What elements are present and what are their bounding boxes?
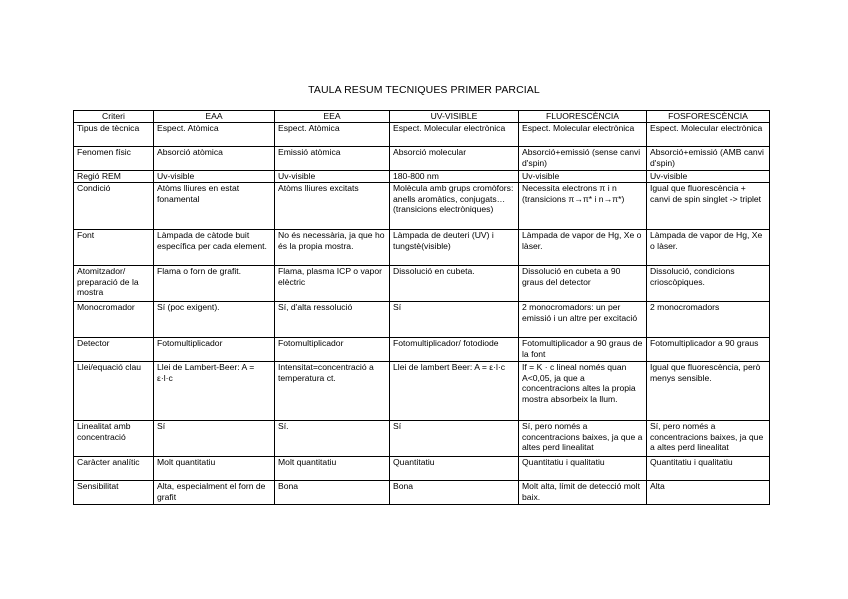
uv-visible-cell: Fotomultiplicador/ fotodiode bbox=[390, 338, 519, 362]
header-cell-fosforescencia: FOSFORESCÈNCIA bbox=[647, 111, 770, 123]
eea-cell: No és necessària, ja que ho és la propia mostra. bbox=[275, 230, 390, 266]
fosforescencia-cell: 2 monocromadors bbox=[647, 302, 770, 338]
criterion-cell: Tipus de tècnica bbox=[74, 123, 154, 147]
eea-cell: Emissió atòmica bbox=[275, 147, 390, 171]
header-cell-uv-visible: UV-VISIBLE bbox=[390, 111, 519, 123]
fosforescencia-cell: Igual que fluorescència, però menys sensible. bbox=[647, 362, 770, 421]
criterion-cell: Sensibilitat bbox=[74, 481, 154, 505]
table-row bbox=[74, 183, 770, 230]
page-title: TAULA RESUM TECNIQUES PRIMER PARCIAL bbox=[308, 84, 540, 96]
fluorescencia-cell: Uv-visible bbox=[519, 171, 647, 183]
fluorescencia-cell: Sí, pero només a concentracions baixes, ja que a altes perd linealitat bbox=[519, 421, 647, 457]
fluorescencia-cell: Làmpada de vapor de Hg, Xe o làser. bbox=[519, 230, 647, 266]
uv-visible-cell: Sí bbox=[390, 302, 519, 338]
table-row bbox=[74, 421, 770, 457]
fosforescencia-cell: Espect. Molecular electrònica bbox=[647, 123, 770, 147]
header-cell-fluorescencia: FLUORESCÈNCIA bbox=[519, 111, 647, 123]
fosforescencia-cell: Sí, pero només a concentracions baixes, ja que a altes perd linealitat bbox=[647, 421, 770, 457]
criterion-cell: Fenomen físic bbox=[74, 147, 154, 171]
eaa-cell: Espect. Atòmica bbox=[154, 123, 275, 147]
table-row bbox=[74, 457, 770, 481]
eea-cell: Uv-visible bbox=[275, 171, 390, 183]
table-row bbox=[74, 481, 770, 505]
criterion-cell: Condició bbox=[74, 183, 154, 230]
eea-cell: Flama, plasma ICP o vapor elèctric bbox=[275, 266, 390, 302]
fluorescencia-cell: Espect. Molecular electrònica bbox=[519, 123, 647, 147]
criterion-cell: Monocromador bbox=[74, 302, 154, 338]
table-header-row bbox=[74, 111, 770, 123]
eea-cell: Espect. Atòmica bbox=[275, 123, 390, 147]
fluorescencia-cell: Fotomultiplicador a 90 graus de la font bbox=[519, 338, 647, 362]
eaa-cell: Uv-visible bbox=[154, 171, 275, 183]
fosforescencia-cell: Quantitatiu i qualitatiu bbox=[647, 457, 770, 481]
uv-visible-cell: Dissolució en cubeta. bbox=[390, 266, 519, 302]
eaa-cell: Alta, especialment el forn de grafit bbox=[154, 481, 275, 505]
criterion-cell: Atomitzador/ preparació de la mostra bbox=[74, 266, 154, 302]
eaa-cell: Fotomultiplicador bbox=[154, 338, 275, 362]
criterion-cell: Linealitat amb concentració bbox=[74, 421, 154, 457]
fosforescencia-cell: Fotomultiplicador a 90 graus bbox=[647, 338, 770, 362]
uv-visible-cell: Molècula amb grups cromòfors: anells aromàtics, conjugats… (transicions electròniques) bbox=[390, 183, 519, 230]
eea-cell: Bona bbox=[275, 481, 390, 505]
uv-visible-cell: Bona bbox=[390, 481, 519, 505]
eea-cell: Fotomultiplicador bbox=[275, 338, 390, 362]
eea-cell: Atòms lliures excitats bbox=[275, 183, 390, 230]
eaa-cell: Atòms lliures en estat fonamental bbox=[154, 183, 275, 230]
table-row bbox=[74, 147, 770, 171]
header-cell-eea: EEA bbox=[275, 111, 390, 123]
fosforescencia-cell: Igual que fluorescència + canvi de spin singlet -> triplet bbox=[647, 183, 770, 230]
eea-cell: Sí, d'alta ressolució bbox=[275, 302, 390, 338]
fluorescencia-cell: If = K · c lineal només quan A<0,05, ja que a concentracions altes la propia mostra absorbeix la llum. bbox=[519, 362, 647, 421]
summary-table bbox=[73, 110, 770, 505]
fluorescencia-cell: Absorció+emissió (sense canvi d'spin) bbox=[519, 147, 647, 171]
table-row bbox=[74, 123, 770, 147]
uv-visible-cell: Llei de lambert Beer: A = ε·l·c bbox=[390, 362, 519, 421]
eaa-cell: Llei de Lambert-Beer: A = ε·l·c bbox=[154, 362, 275, 421]
eaa-cell: Làmpada de càtode buit específica per cada element. bbox=[154, 230, 275, 266]
criterion-cell: Regió REM bbox=[74, 171, 154, 183]
fosforescencia-cell: Alta bbox=[647, 481, 770, 505]
criterion-cell: Caràcter analític bbox=[74, 457, 154, 481]
uv-visible-cell: 180-800 nm bbox=[390, 171, 519, 183]
criterion-cell: Detector bbox=[74, 338, 154, 362]
uv-visible-cell: Quantitatiu bbox=[390, 457, 519, 481]
criterion-cell: Llei/equació clau bbox=[74, 362, 154, 421]
uv-visible-cell: Espect. Molecular electrònica bbox=[390, 123, 519, 147]
table-row bbox=[74, 230, 770, 266]
header-cell-criteri: Criteri bbox=[74, 111, 154, 123]
fosforescencia-cell: Uv-visible bbox=[647, 171, 770, 183]
eaa-cell: Flama o forn de grafit. bbox=[154, 266, 275, 302]
table-row bbox=[74, 302, 770, 338]
fosforescencia-cell: Absorció+emissió (AMB canvi d'spin) bbox=[647, 147, 770, 171]
eaa-cell: Sí bbox=[154, 421, 275, 457]
fosforescencia-cell: Làmpada de vapor de Hg, Xe o làser. bbox=[647, 230, 770, 266]
eaa-cell: Absorció atòmica bbox=[154, 147, 275, 171]
fluorescencia-cell: Quantitatiu i qualitatiu bbox=[519, 457, 647, 481]
eea-cell: Sí. bbox=[275, 421, 390, 457]
eaa-cell: Molt quantitatiu bbox=[154, 457, 275, 481]
fluorescencia-cell: 2 monocromadors: un per emissió i un altre per excitació bbox=[519, 302, 647, 338]
uv-visible-cell: Làmpada de deuteri (UV) i tungstè(visible) bbox=[390, 230, 519, 266]
table-row bbox=[74, 171, 770, 183]
eea-cell: Molt quantitatiu bbox=[275, 457, 390, 481]
fluorescencia-cell: Necessita electrons π i n (transicions π→π* i n→π*) bbox=[519, 183, 647, 230]
uv-visible-cell: Absorció molecular bbox=[390, 147, 519, 171]
fluorescencia-cell: Molt alta, límit de detecció molt baix. bbox=[519, 481, 647, 505]
fluorescencia-cell: Dissolució en cubeta a 90 graus del detector bbox=[519, 266, 647, 302]
uv-visible-cell: Sí bbox=[390, 421, 519, 457]
table-row bbox=[74, 338, 770, 362]
fosforescencia-cell: Dissolució, condicions crioscòpiques. bbox=[647, 266, 770, 302]
criterion-cell: Font bbox=[74, 230, 154, 266]
header-cell-eaa: EAA bbox=[154, 111, 275, 123]
table-row bbox=[74, 362, 770, 421]
eea-cell: Intensitat=concentració a temperatura ct. bbox=[275, 362, 390, 421]
table-row bbox=[74, 266, 770, 302]
eaa-cell: Sí (poc exigent). bbox=[154, 302, 275, 338]
table-body bbox=[74, 123, 770, 505]
